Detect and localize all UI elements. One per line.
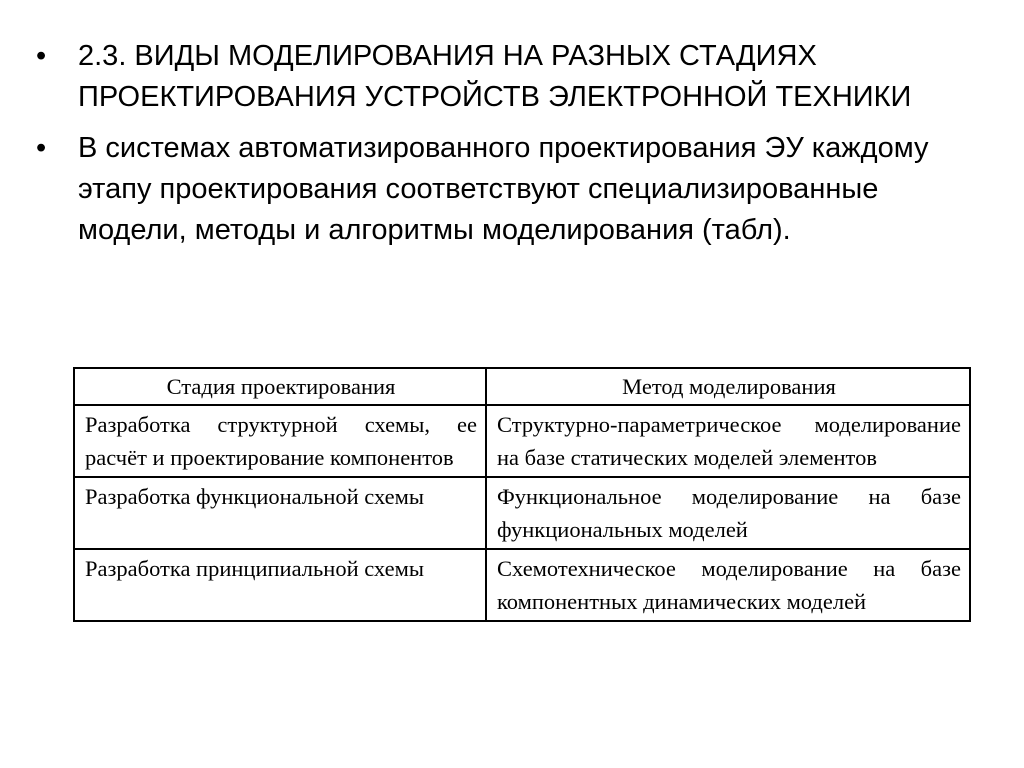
table-cell-method: Структурно-параметрическое моделирование на базе статических моделей элементов (486, 405, 970, 477)
header-modeling-method: Метод моделирования (486, 368, 970, 405)
modeling-stages-table (73, 367, 971, 622)
table-cell-method: Функциональное моделирование на базе функциональных моделей (486, 477, 970, 549)
header-design-stage: Стадия проектирования (74, 368, 486, 405)
table-cell-stage: Разработка структурной схемы, ее расчёт и проектирование компонентов (74, 405, 486, 477)
bullet-title (36, 36, 966, 118)
section-title: 2.3. ВИДЫ МОДЕЛИРОВАНИЯ НА РАЗНЫХ СТАДИЯХ ПРОЕКТИРОВАНИЯ УСТРОЙСТВ ЭЛЕКТРОННОЙ ТЕХНИКИ (78, 40, 912, 113)
table-cell-stage: Разработка принципиальной схемы (74, 549, 486, 621)
bullet-marker: • (36, 132, 47, 164)
description-text: В системах автоматизированного проектирования ЭУ каждому этапу проектирования соответствуют специализированные модели, методы и алгоритмы моделирования (табл). (78, 132, 929, 246)
bullet-description (36, 128, 966, 251)
table-row (74, 549, 970, 621)
table-row (74, 405, 970, 477)
table-header-row (74, 368, 970, 405)
table-row (74, 477, 970, 549)
slide-bullet-list (36, 36, 966, 261)
table-cell-method: Схемотехническое моделирование на базе компонентных динамических моделей (486, 549, 970, 621)
bullet-marker: • (36, 40, 47, 72)
table-cell-stage: Разработка функциональной схемы (74, 477, 486, 549)
